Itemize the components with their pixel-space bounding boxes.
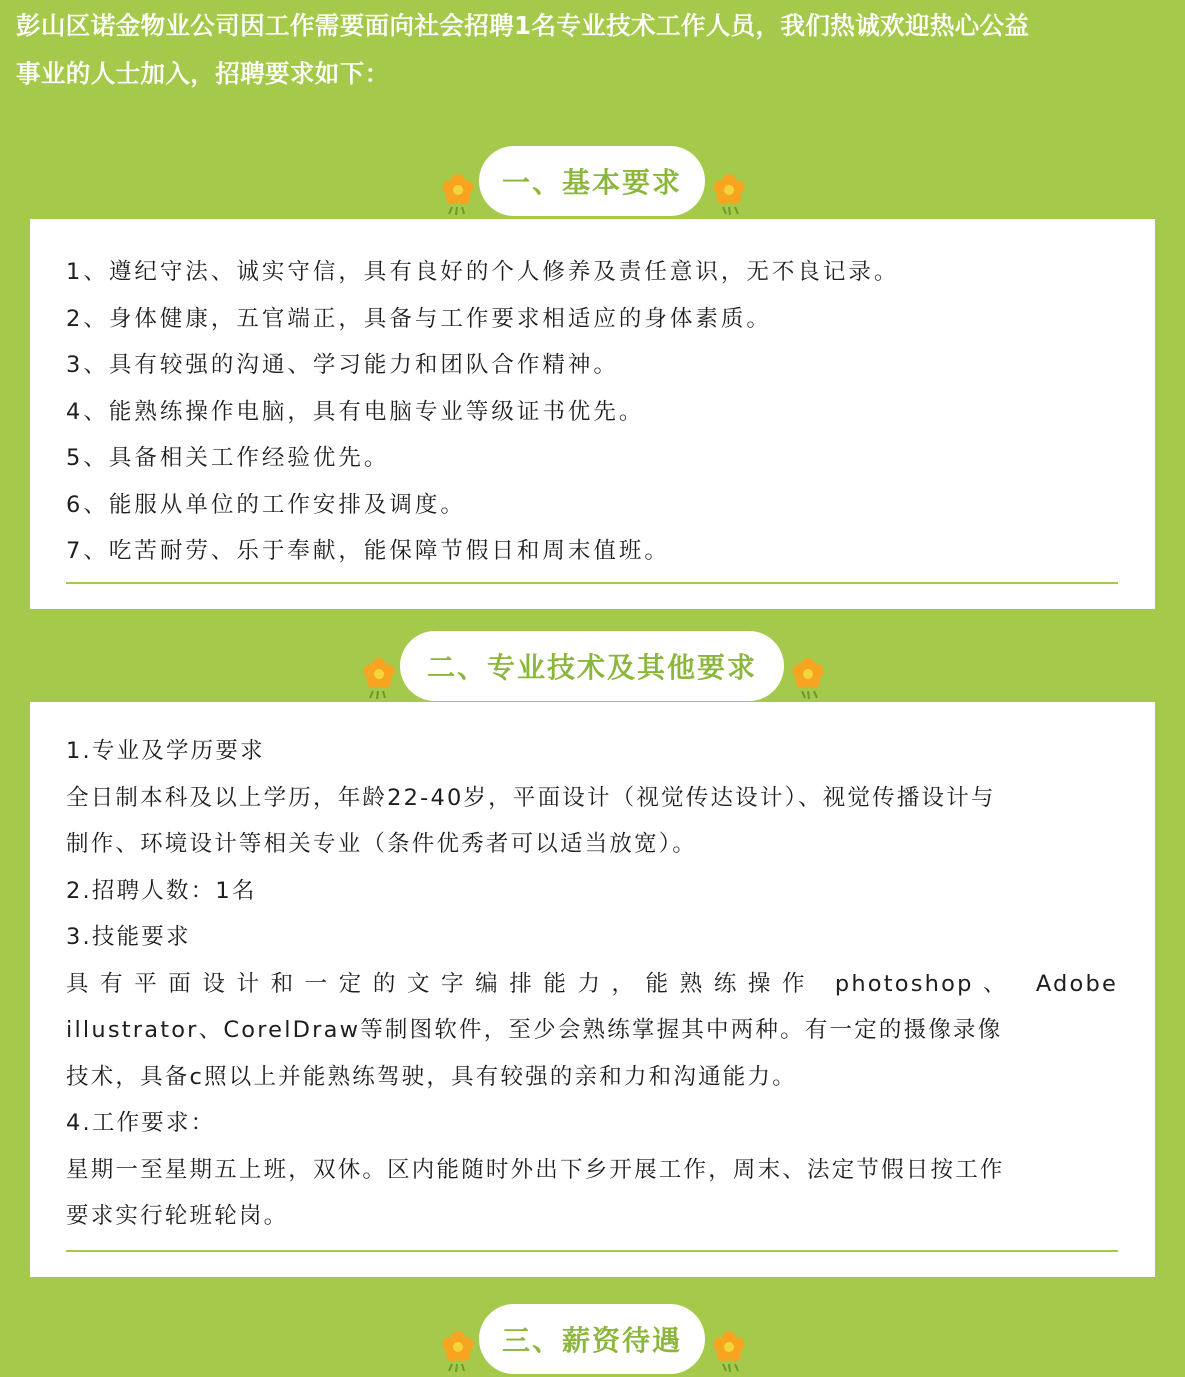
basic-requirements-card: [30, 219, 1155, 609]
paragraph: 2.招聘人数：1名: [66, 877, 257, 904]
paragraph: 要求实行轮班轮岗。: [66, 1203, 289, 1229]
flower-icon: [437, 1327, 479, 1375]
intro-text: [16, 2, 1166, 98]
list-item: 3、具有较强的沟通、学习能力和团队合作精神。: [66, 352, 619, 378]
flower-icon: [708, 1327, 750, 1375]
divider: [66, 582, 1118, 584]
list-item: 4、能熟练操作电脑，具有电脑专业等级证书优先。: [66, 398, 645, 425]
professional-requirements-card: [30, 702, 1155, 1277]
intro-line: 事业的人士加入，招聘要求如下：: [16, 59, 390, 88]
flower-icon: [437, 170, 479, 218]
section-title: 一、基本要求: [501, 166, 682, 199]
paragraph: illustrator、CorelDraw等制图软件，至少会熟练掌握其中两种。有一定的摄像录像: [66, 1017, 1003, 1043]
paragraph: 具有平面设计和一定的文字编排能力，能熟练操作 photoshop、 Adobe: [66, 970, 1118, 997]
paragraph: 星期一至星期五上班，双休。区内能随时外出下乡开展工作，周末、法定节假日按工作: [66, 1156, 1005, 1183]
flower-icon: [708, 170, 750, 218]
list-item: 1、遵纪守法、诚实守信，具有良好的个人修养及责任意识，无不良记录。: [66, 259, 900, 285]
section-heading-salary: [479, 1304, 705, 1374]
paragraph: 1.专业及学历要求: [66, 738, 265, 764]
section-title: 二、专业技术及其他要求: [426, 651, 757, 684]
paragraph: 制作、环境设计等相关专业（条件优秀者可以适当放宽）。: [66, 831, 697, 857]
paragraph: 全日制本科及以上学历，年龄22-40岁，平面设计（视觉传达设计）、视觉传播设计与: [66, 784, 996, 811]
paragraph: 4.工作要求：: [66, 1110, 216, 1136]
section-heading-professional: [400, 631, 784, 701]
list-item: 7、吃苦耐劳、乐于奉献，能保障节假日和周末值班。: [66, 538, 670, 564]
paragraph: 3.技能要求: [66, 924, 191, 950]
flower-icon: [358, 654, 400, 702]
list-item: 5、具备相关工作经验优先。: [66, 445, 390, 471]
flower-icon: [787, 654, 829, 702]
paragraph: 技术，具备c照以上并能熟练驾驶，具有较强的亲和力和沟通能力。: [66, 1063, 797, 1090]
professional-requirements-body: [66, 728, 1118, 1240]
section-title: 三、薪资待遇: [501, 1324, 682, 1357]
list-item: 2、身体健康，五官端正，具备与工作要求相适应的身体素质。: [66, 305, 772, 332]
section-heading-basic: [479, 146, 705, 216]
list-item: 6、能服从单位的工作安排及调度。: [66, 491, 466, 518]
intro-line: 彭山区诺金物业公司因工作需要面向社会招聘1名专业技术工作人员，我们热诚欢迎热心公益: [16, 11, 1030, 40]
divider: [66, 1250, 1118, 1252]
basic-requirements-list: [66, 249, 899, 575]
